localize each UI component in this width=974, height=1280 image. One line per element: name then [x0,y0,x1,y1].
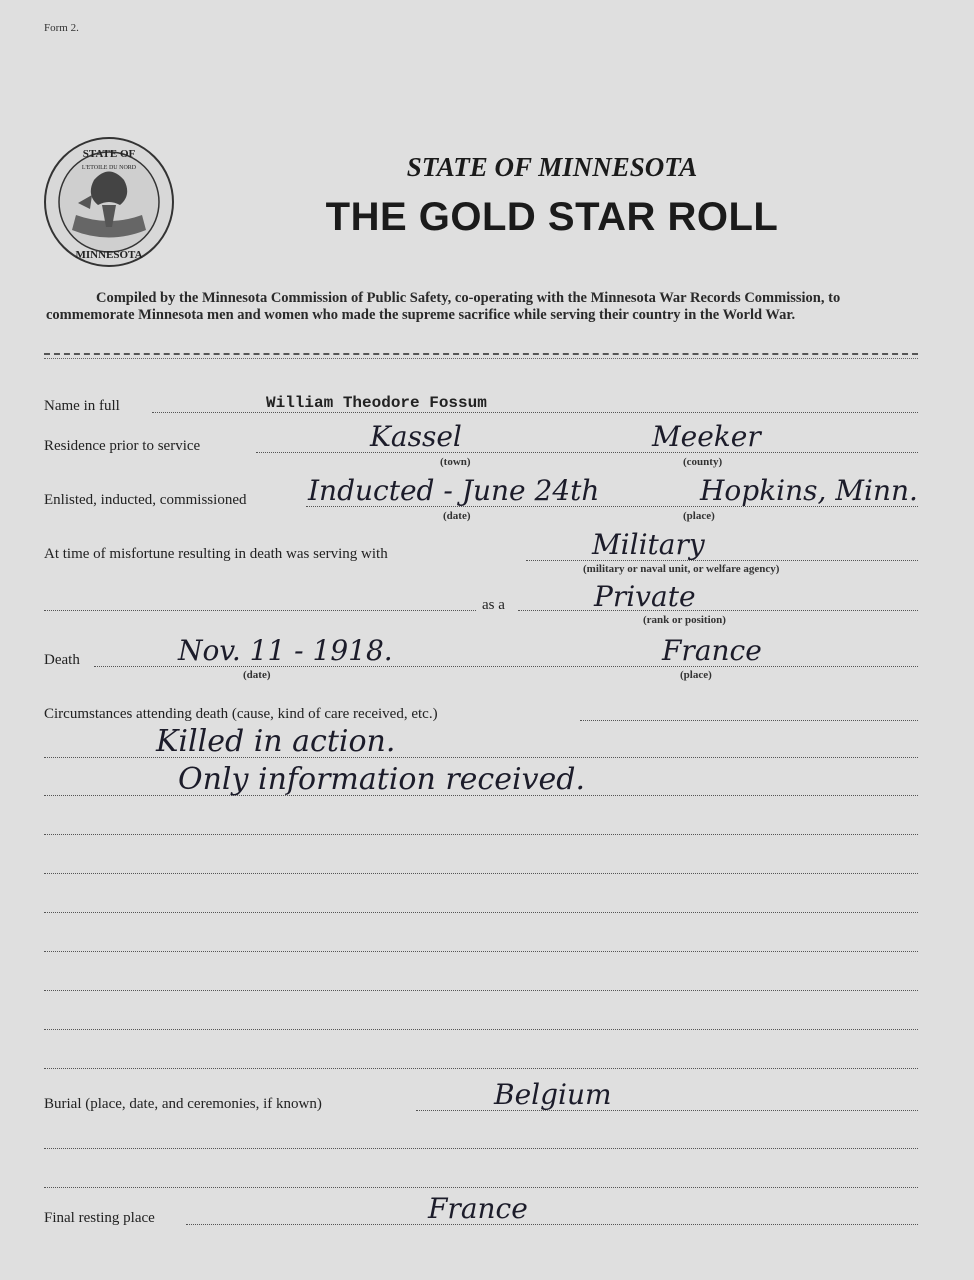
burial-line-3 [44,1187,918,1188]
form-number: Form 2. [44,22,79,34]
circumstances-line-4 [44,873,918,874]
rank-line [518,610,918,611]
death-place-caption: (place) [680,669,712,681]
final-resting-value: France [428,1192,528,1225]
enlisted-place-caption: (place) [683,510,715,522]
residence-line [256,452,918,453]
serving-label: At time of misfortune resulting in death was serving with [44,546,388,562]
residence-town-caption: (town) [440,456,471,468]
death-date-value: Nov. 11 - 1918. [178,634,393,667]
circumstances-value-1: Killed in action. [156,724,396,759]
circumstances-line-9 [44,1068,918,1069]
circumstances-line-0 [580,720,918,721]
burial-line [416,1110,918,1111]
enlisted-date-caption: (date) [443,510,471,522]
residence-county-caption: (county) [683,456,723,468]
final-resting-label: Final resting place [44,1210,155,1226]
enlisted-label: Enlisted, inducted, commissioned [44,492,247,508]
final-resting-line [186,1224,918,1225]
burial-line-2 [44,1148,918,1149]
unit-line [44,610,476,611]
header-divider-dotted [44,358,918,359]
as-a-label: as a [482,597,505,613]
rank-value: Private [594,580,696,613]
seal-bottom-text: MINNESOTA [75,249,143,261]
circumstances-line-8 [44,1029,918,1030]
rank-caption: (rank or position) [643,614,726,626]
circumstances-value-2: Only information received. [178,762,586,797]
death-label: Death [44,652,80,668]
death-place-value: France [662,634,762,667]
roll-title: THE GOLD STAR ROLL [325,195,779,239]
residence-town-value: Kassel [370,420,462,453]
enlisted-place-value: Hopkins, Minn. [700,474,918,507]
name-label: Name in full [44,398,120,414]
burial-label: Burial (place, date, and ceremonies, if known) [44,1096,322,1112]
serving-line [526,560,918,561]
name-line [152,412,918,413]
serving-value: Military [592,528,705,561]
serving-caption: (military or naval unit, or welfare agency) [583,563,780,575]
header-divider [44,353,918,355]
enlisted-date-value: Inducted - June 24th [308,474,600,507]
circumstances-line-7 [44,990,918,991]
burial-value: Belgium [494,1078,612,1111]
circumstances-line-5 [44,912,918,913]
circumstances-line-3 [44,834,918,835]
death-date-caption: (date) [243,669,271,681]
state-title: STATE OF MINNESOTA [406,152,698,182]
residence-county-value: Meeker [652,420,761,453]
compiled-statement: Compiled by the Minnesota Commission of Public Safety, co-operating with the Minnesota War Records Commission, to commemorate Minnesota men and women who made the supreme sacrifice while serving their country in the World War. [46,290,841,323]
name-value: William Theodore Fossum [266,394,487,412]
residence-label: Residence prior to service [44,438,201,454]
seal-motto-text: L'ETOILE DU NORD [81,165,137,171]
circumstances-label: Circumstances attending death (cause, kind of care received, etc.) [44,706,438,722]
circumstances-line-6 [44,951,918,952]
seal-top-text: STATE OF [82,148,136,160]
